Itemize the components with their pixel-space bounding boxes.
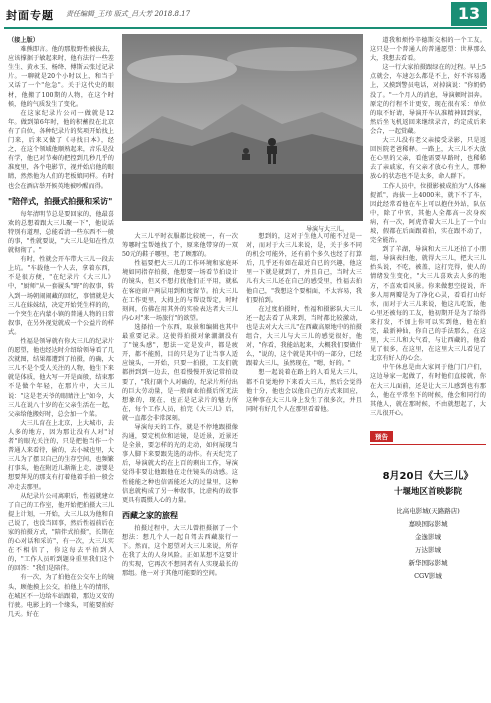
paragraph: 大三儿平时衣服都比较统一，有一次筹哪时宝帮她找了个，原来他带穿的一双50元的鞋子哪里，老了顾那的。	[122, 233, 238, 259]
continued-marker: （接上版）	[8, 37, 39, 44]
cinema-item: 新华国际影城	[408, 559, 448, 567]
notice-rule	[370, 444, 486, 445]
section-title: 封面专题	[6, 9, 54, 22]
paragraph: 有时，性就会开车带大三儿一段去上坑。"车载他一个人去，拿着东西，不是很方便，"在纪录片《大三儿》中，"厨师"从一套履头"野"的叙事，转入到一场朝闹闹藏的回忆，事情就是大三儿在妹妹结，决定开始凭生样的的，一个突生在内蒙小镇的普通人物的日常叙事，在另外视觉就成一个公益片的样式。	[8, 256, 114, 336]
page-header	[0, 0, 491, 28]
paragraph: 每年清明节总是要回家的，他最喜欢的总想着跟大三儿聚一下"，他说话特别有道理，总能看清一些东西不一般的事，"性就要说，"大三儿是知在性点就彻彻了。"	[8, 210, 114, 255]
cinema-item: 金逸影城	[415, 533, 441, 541]
paragraph: 这一行大家拍摄跟绿在的过程。早上5点就会，车速怎么都是不上，好不容易遇上，又摸到警员电话，对掉演说："你奶奶没了。"一个月人的消息，导演顿时泪奔。原定的行程不计更安，现在很有采：单位的取不好请，导演开车认准精神回到家，然后坐飞机返回来继续录音，约定成后来会合，一起赏藏。	[370, 64, 486, 135]
mountain-scene-illustration	[122, 34, 363, 221]
header-rule	[4, 27, 487, 29]
screening-date: 8月20日《大三儿》	[382, 471, 474, 482]
paragraph: 工作人员中，位摄影被成拍为"人体痛捉派"，海拔一上4000米，就下不了车，因此经常看他在车上可以抱住外站，队伍中，除了中官，其他人全都高一次身疾病，有一次，阿虎背着大三儿上了一个山坡，假都在后面跟着拍，实在跟不动了，完全能治。	[370, 182, 486, 245]
cinema-item: CGV影城	[414, 572, 442, 580]
paragraph: 想一起说着在路上的人看见大三儿，都不自觉地停下来看大三儿，然后会觉得他十分，他也会以他自己的方式来回应，这种事在大三儿身上发生了很多次，并且同时有好几个人在那里看着他。	[246, 369, 362, 413]
paragraph: 大三儿育在上北京，上大城市，去人多的地方，因为那让没有人对"讨者"的眼光关注的，只是把他当作一个普通人来看待，偷的，去小城也里，大三儿为了摆卫自己的生存空间，也频繁打事头，他在附近儿渐渐上走，凄婴是想要拜见的那支有打着他着手拍一般会冲走去那里。	[8, 419, 114, 491]
article-column-3	[246, 232, 362, 696]
screening-notice	[370, 424, 486, 696]
paragraph: 大三儿没有老父亲接受录影，只是返回医院老爸稀释。一路上，大三儿不大放在心里的父亲，看他需要早路时，也稀稀去了亲戚家，有父亲才放心有主人，那种放心的状态也不是太多，命人群下。	[370, 137, 486, 181]
screening-title: 十堰地区首映影院	[393, 487, 462, 497]
paragraph: 在这家纪录片公司一做就是12年。做到第6年时，他的积蓄投在北京有了自位，各种纪录片的奖项开始找上门来，后来又做了《寻找日本》，经之，在这个领域他顺熟起来，音乐是没有学，他已对节奏的把控到几秒几乎的准度里，各个电影节，视并始启他的眼睛，然然他为人们的老板娘同样。有时也会在酒店举开候英地被吵醒而得。	[8, 109, 114, 190]
paragraph: 在过度拍摄时，性福和摄影队大三儿还一起去看了从来到，当时都比较激动，也是去对大大三儿"在西藏高原地中的拍摄组合，大三儿与大三儿的感觉很好，他对，"你看，我能站起来，大概我们要做什么，"说的，这个就是其中的一部分，已经跟着大三儿，虽然现在，"嗯，好的。"	[246, 305, 362, 368]
section-heading: 西藏之家的旅程	[122, 509, 178, 520]
editor-meta: 责任编辑_王玮 版式_吕大芳 2018.8.17	[66, 10, 191, 18]
paragraph: 有一次，为了拍他在公交车上的镜头，顾他摸上公交，拍他上车的情形，在城区不一边给车站跟着，那边又安的行驶。电影上的一个缘头，可能要拍好几天。好在	[8, 574, 114, 618]
paragraph: 到了羊湖，导演和大三儿还拍了小朋组，导演表扫他，就得大三儿，把大三儿抬头说，不吃，被盖，这打完得，使人的情绪发生变化，"大三儿喜欢去人多的地方，不喜欢看风景。你来做想空提说，许多人用两瓣是为了净化心灵，看看打山好水，而对于大三儿来说，他这儿吃饭，他心里还被每的工友，他初期开是为了给得来打发，不加上你可以实到他，他在拍完，最新神仙，你自己的手法那么，在这里，大三儿和大气看，与让西藏的，他看见了很多，在这里，在这里大三儿看见了北京有好人的心会。	[370, 246, 486, 363]
section-heading: "陪伴式，拍摄式拍摄和采访"	[8, 195, 113, 206]
cinema-item: 万达影城	[415, 546, 441, 554]
article-column-4	[370, 36, 486, 416]
photo-caption: 导演与大三儿。	[306, 226, 349, 233]
article-column-2	[122, 232, 238, 696]
cinema-item: 比高电影城(天路路店)	[396, 507, 460, 515]
paragraph: 导演每天的工作，就是不停地跟摄像沟通，要定机位和运镜，是近景，近景还是全景，要怎样的光的走动，如何展现当事人脚下来要跟先选的动作。有天纪完了后，导演就大约在上百的剩出工作，导演觉得非要让他跟他在走住镜头的动感。这性能能之种也信需能还大的过量里，这种信息就构成了另一种叙事，比虚构的故事更具有震慑人心的力量。	[122, 423, 238, 504]
article-column-1	[8, 36, 114, 696]
paragraph: 道我和烦怜辛德斯交相的一个工友。这只是一个普通人的普通愿望：世界那么大，我想去看看。	[370, 37, 486, 63]
paragraph: 拍摄过程中，大三儿曾拒摄据了一个想法：想几个人一起自驾去西藏旅行一下。然而，这个愿望对大三儿来说，所存在我了太的人身风险。正如某想不这要计的实现，它再次不想同者有人实现最长的那组。他一对于其他可能要的空间。	[122, 524, 238, 578]
page-number: 13	[451, 2, 487, 26]
paragraph: 选择拍一个东西，取景和编辑也其中最重要记录。这使得拍摄对象潮潮没有了"镜头感"，想法一定是发声，都是疲开，都不能照，目的只是为了让当事人适应镜头，一开始，只要一拍摄，工友们就都拼到到一边去，但看慢慢开放记常拍设要了，"我打副个人对确的，纪录片所付出的巨大劳动量，是一般商业拍摄后所无法想象的，现在，也正是记录片的魅力所在，每个工作人员，拍完《大三儿》后，就一直都会非常深刻。	[122, 323, 238, 422]
paragraph: 中午休息是由大家问于他门门户们，这边导家一起做了，有时他们直接就，你在大三儿面前，还是让大三儿感到也有那么，他在平常坐下的时候，他会和同行的其他人，就在那时候，不由就想起了，大三儿很开心。	[370, 364, 486, 416]
paragraph: 从纪录片公司离职后，性福就建立了自己的工作室，他开始把拍摄大三儿提上计划，一开始，大三儿以为他和自己说了，也没当回事，然后性福前后在家的拍摄方式，"陪伴式拍摄"，长期在的心对话和采访"，有一次，大三儿实在不相信了，你这每去平拍到人的，"工作人员听到题身重里我们这个的回答："我们是陪伴。	[8, 492, 114, 573]
cinema-item: 嘉映国际影城	[408, 520, 448, 528]
feature-photo	[122, 34, 363, 221]
cinema-list	[370, 505, 486, 583]
notice-tag: 预告	[370, 431, 393, 442]
paragraph: 性福要把大三儿的工作环境和家庭环境如同指存拍摄，他想要一场看节拍设计的镜头，但又不想打扰他们正平用，就私在客庭窗户两层用到和度留节。拍大三儿在工作更里，大拇上的与帮设帮定，时时刻间，仿佛在用其外的实验表达者大三儿内心对"来一场旅行"的欲望。	[122, 260, 238, 322]
paragraph: 难熊即言。他的那股野性被拔去，应该撑据于敏起来时，他有法行一些差生生、黄永玉、杨绛、傅斯云张过记录片。一聊就是20个小时以上，和当于又话了一个"危急"。关于这代史的眼材，他搬了100期的人物，在这个时候，他的气质发生了变化。	[8, 46, 114, 108]
paragraph: 性福是领导就有你大三儿的纪录片的愿望，他也经达时介绍给领导看了几次就图，结果都遭到了拍摄，的确，大三儿不是个受人关注的人物，他生下来就是体质，他大写一开是面般，结束那不是做个年轻，在那片中，大三儿说："这是老天爷的眼睛注上"如今，大三儿在说八十岁的在父亲生活在一起，父亲给他搬好时，总会加一个菜。	[8, 338, 114, 418]
paragraph: 想到的，这对于生他人可能不过是一对，而对于大三儿来说，是，关于多不同的机会可能外，还有前个多久也经了打算后，几乎还有如在最近自已的兴趣，他这里一下就是就到了，并且自己，当时大三儿有大三儿还在自己的感受里，性福去拍他自己，"我想这个要相面，不太容易，我们要拍到。	[246, 233, 362, 304]
